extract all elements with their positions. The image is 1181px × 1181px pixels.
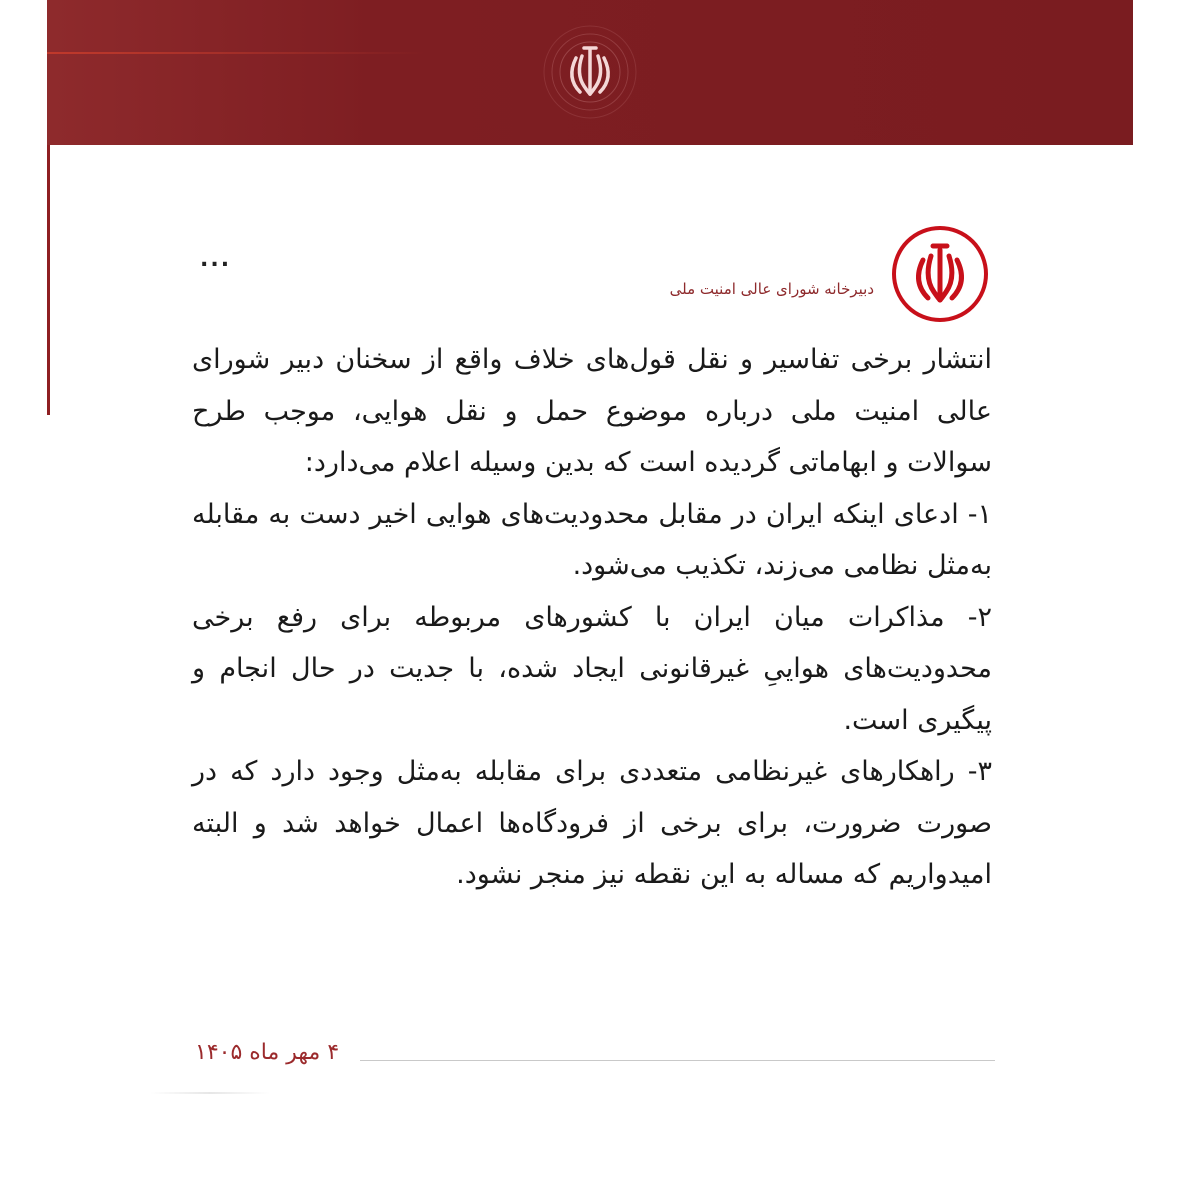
post-date: ۴ مهر ماه ۱۴۰۵ [195,1040,340,1065]
post-paragraph-item-2: ۲- مذاکرات میان ایران با کشورهای مربوطه برای رفع برخی محدودیت‌های هواییِ غیرقانونی ایجاد شده، با جدیت در حال انجام و پیگیری است. [192,601,992,736]
org-logo-icon[interactable] [890,224,990,324]
left-accent-rule [47,145,50,415]
iran-emblem-icon [540,22,640,122]
post-body [192,334,992,901]
org-name[interactable]: دبیرخانه شورای عالی امنیت ملی [669,280,874,298]
post-paragraph-item-1: ۱- ادعای اینکه ایران در مقابل محدودیت‌های هوایی اخیر دست به مقابله به‌مثل نظامی می‌زند، تکذیب می‌شود. [192,498,992,581]
more-options-icon[interactable]: ... [200,247,232,272]
post-paragraph-intro: انتشار برخی تفاسیر و نقل قول‌های خلاف واقع از سخنان دبیر شورای عالی امنیت ملی درباره موضوع حمل و نقل هوایی، موجب طرح سوالات و ابهاماتی گردیده است که بدین وسیله اعلام می‌دارد: [192,344,992,478]
post-paragraph-item-3: ۳- راهکارهای غیرنظامی متعددی برای مقابله به‌مثل وجود دارد که در صورت ضرورت، برای برخی از فرودگاه‌ها اعمال خواهد شد و البته امیدواریم که مساله به این نقطه نیز منجر نشود. [192,756,992,890]
header-accent-line [47,52,427,54]
footer-divider [150,1092,270,1094]
date-divider [360,1060,995,1061]
